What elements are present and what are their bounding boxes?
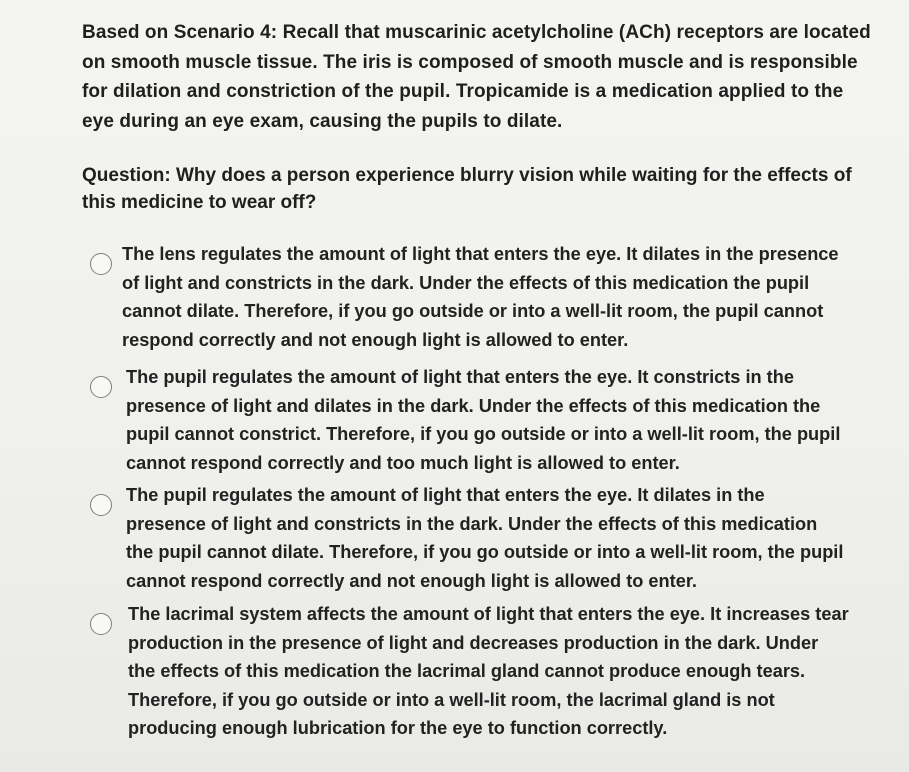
radio-button-icon[interactable] [90,494,112,516]
question-text: Why does a person experience blurry vision while waiting for the effects of this medicine to wear off? [82,165,852,213]
answer-option-text: The pupil regulates the amount of light that enters the eye. It constricts in the presence of light and dilates in the dark. Under the effects of this medication the pupil cannot constrict. Therefore, if you go outside or into a well-lit room, the pupil cannot respond correctly and too much light is allowed to enter. [126,367,841,473]
question-label: Question: [82,165,171,186]
scenario-text: Based on Scenario 4: Recall that muscarinic acetylcholine (ACh) receptors are located on smooth muscle tissue. The iris is composed of smooth muscle and is responsible for dilation and constriction of the pupil. Tropicamide is a medication applied to the eye during an eye exam, causing the pupils to dilate. [82,22,871,132]
answer-option-text: The lens regulates the amount of light that enters the eye. It dilates in the presence of light and constricts in the dark. Under the effects of this medication the pupil cannot dilate. Therefore, if you go outside or into a well-lit room, the pupil cannot respond correctly and not enough light is allowed to enter. [122,244,839,350]
radio-button-icon[interactable] [90,613,112,635]
answer-option-text: The pupil regulates the amount of light that enters the eye. It dilates in the presence of light and constricts in the dark. Under the effects of this medication the pupil cannot dilate. Therefore, if you go outside or into a well-lit room, the pupil cannot respond correctly and not enough light is allowed to enter. [126,485,844,591]
answer-option-text: The lacrimal system affects the amount of light that enters the eye. It increases tear production in the presence of light and decreases production in the dark. Under the effects of this medication the lacrimal gland cannot produce enough tears. Therefore, if you go outside or into a well-lit room, the lacrimal gland is not producing enough lubrication for the eye to function correctly. [128,604,849,739]
radio-button-icon[interactable] [90,253,112,275]
radio-button-icon[interactable] [90,376,112,398]
